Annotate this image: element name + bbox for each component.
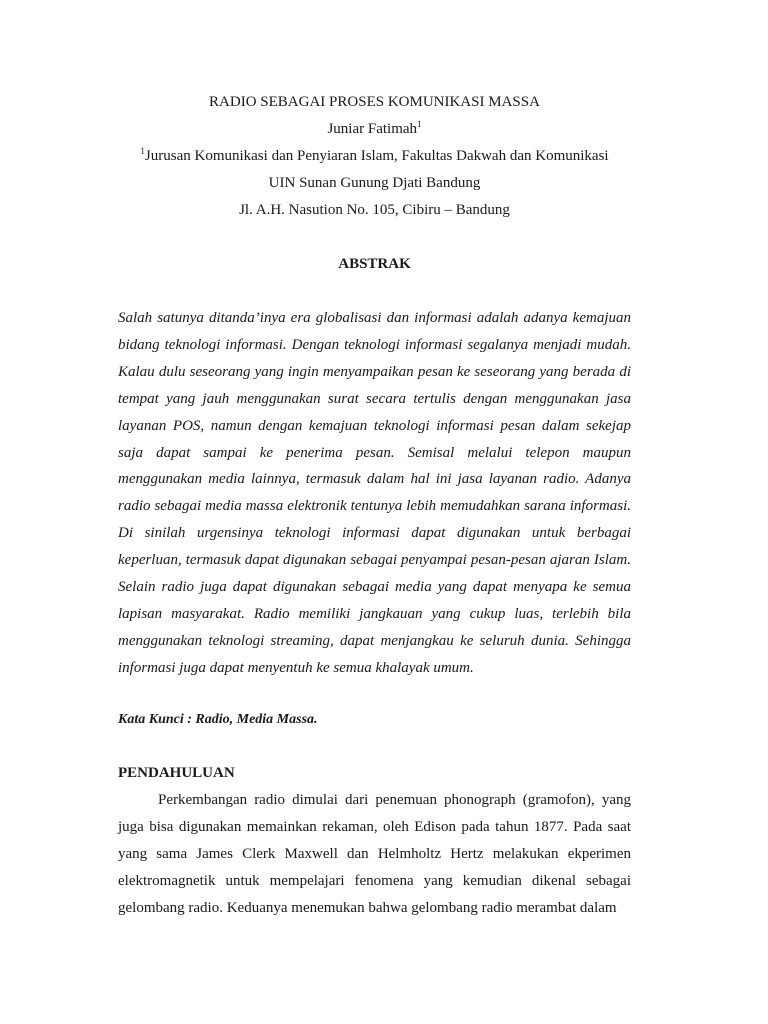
paper-title: RADIO SEBAGAI PROSES KOMUNIKASI MASSA [209, 94, 540, 110]
abstract-heading: ABSTRAK [338, 256, 411, 272]
page-content [118, 89, 631, 916]
affiliation-superscript: 1 [140, 146, 145, 156]
introduction-heading: PENDAHULUAN [118, 765, 235, 781]
affiliation-line [118, 143, 631, 170]
abstract-text: Salah satunya ditanda’inya era globalisasi dan informasi adalah adanya kemajuan bidang teknologi informasi. Dengan teknologi informasi segalanya menjadi mudah. Kalau dulu seseorang yang ingin menyampaikan pesan ke seseorang yang berada di tempat yang jauh menggunakan surat secara tertulis dengan menggunakan jasa layanan POS, namun dengan kemajuan teknologi informasi pesan dalam sekejap saja dapat sampai ke penerima pesan. Semisal melalui telepon maupun menggunakan media lainnya, termasuk dalam hal ini jasa layanan radio. Adanya radio sebagai media massa elektronik tentunya lebih memudahkan sarana informasi. Di sinilah urgensinya teknologi informasi dapat digunakan untuk berbagai keperluan, termasuk dapat digunakan sebagai penyampai pesan-pesan ajaran Islam. Selain radio juga dapat digunakan sebagai media yang dapat menyapa ke semua lapisan masyarakat. Radio memiliki jangkauan yang cukup luas, terlebih bila menggunakan teknologi streaming, dapat menjangkau ke seluruh dunia. Sehingga informasi juga dapat menyentuh ke semua khalayak umum. [118, 310, 631, 676]
keywords: Kata Kunci : Radio, Media Massa. [118, 712, 318, 727]
author-line [118, 116, 631, 143]
affiliation-department: Jurusan Komunikasi dan Penyiaran Islam, Fakultas Dakwah dan Komunikasi [144, 148, 609, 164]
author-superscript: 1 [417, 119, 422, 129]
author-name: Juniar Fatimah [327, 121, 418, 137]
introduction-paragraph: Perkembangan radio dimulai dari penemuan phonograph (gramofon), yang juga bisa digunakan memainkan rekaman, oleh Edison pada tahun 1877. Pada saat yang sama James Clerk Maxwell dan Helmholtz Hertz melakukan ekperimen elektromagnetik untuk mempelajari fenomena yang kemudian dikenal sebagai gelombang radio. Keduanya menemukan bahwa gelombang radio merambat dalam [118, 792, 631, 916]
affiliation-address: Jl. A.H. Nasution No. 105, Cibiru – Bandung [239, 202, 510, 218]
affiliation-university: UIN Sunan Gunung Djati Bandung [268, 175, 481, 191]
